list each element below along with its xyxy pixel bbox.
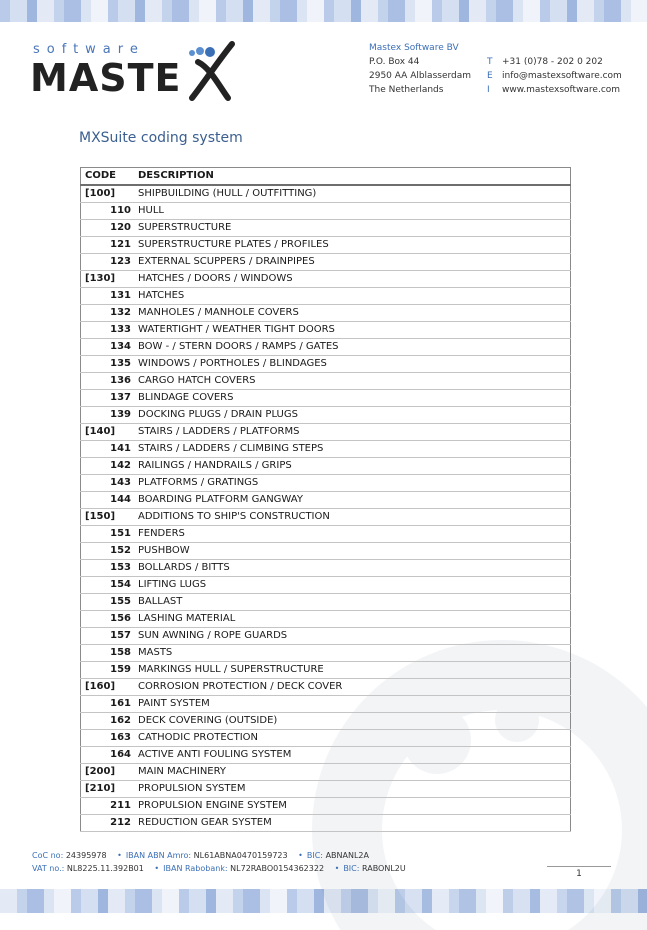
contact-phone: T +31 (0)78 - 202 0 202 <box>487 57 603 67</box>
description-cell: SUPERSTRUCTURE PLATES / PROFILES <box>135 237 571 254</box>
table-row <box>81 594 571 611</box>
description-cell: ACTIVE ANTI FOULING SYSTEM <box>135 747 571 764</box>
code-cell: 157 <box>81 628 136 645</box>
table-row <box>81 747 571 764</box>
description-cell: DOCKING PLUGS / DRAIN PLUGS <box>135 407 571 424</box>
mosaic-tile <box>361 0 378 22</box>
description-cell: MASTS <box>135 645 571 662</box>
code-cell: 142 <box>81 458 136 475</box>
mosaic-tile <box>253 0 270 22</box>
description-cell: STAIRS / LADDERS / CLIMBING STEPS <box>135 441 571 458</box>
description-cell: BLINDAGE COVERS <box>135 390 571 407</box>
mosaic-tile <box>125 889 135 913</box>
description-cell: BOW - / STERN DOORS / RAMPS / GATES <box>135 339 571 356</box>
mosaic-tile <box>378 0 388 22</box>
description-cell: PAINT SYSTEM <box>135 696 571 713</box>
mosaic-tile <box>81 0 91 22</box>
mosaic-tile <box>81 889 98 913</box>
description-cell: REDUCTION GEAR SYSTEM <box>135 815 571 832</box>
description-cell: ADDITIONS TO SHIP'S CONSTRUCTION <box>135 509 571 526</box>
mosaic-tile <box>162 0 172 22</box>
table-row <box>81 492 571 509</box>
mosaic-tile <box>351 0 361 22</box>
mosaic-tile <box>496 0 513 22</box>
code-cell: 163 <box>81 730 136 747</box>
code-cell: 211 <box>81 798 136 815</box>
mosaic-tile <box>260 889 270 913</box>
description-cell: BOLLARDS / BITTS <box>135 560 571 577</box>
mosaic-tile <box>388 0 405 22</box>
table-row <box>81 185 571 203</box>
mosaic-tile <box>415 0 432 22</box>
mosaic-tile <box>17 889 27 913</box>
code-cell: 136 <box>81 373 136 390</box>
table-row <box>81 271 571 288</box>
table-row <box>81 713 571 730</box>
mosaic-tile <box>189 889 206 913</box>
mosaic-tile <box>486 0 496 22</box>
table-row <box>81 815 571 832</box>
table-row <box>81 356 571 373</box>
company-name: Mastex Software BV <box>369 43 459 53</box>
mosaic-tile <box>280 0 297 22</box>
description-cell: PUSHBOW <box>135 543 571 560</box>
mosaic-tile <box>27 0 37 22</box>
mosaic-tile <box>233 889 243 913</box>
mosaic-tile <box>594 0 604 22</box>
coding-table <box>80 167 571 832</box>
code-cell: [160] <box>81 679 136 696</box>
description-cell: HATCHES / DOORS / WINDOWS <box>135 271 571 288</box>
mosaic-tile <box>162 889 179 913</box>
code-cell: 151 <box>81 526 136 543</box>
contact-website: I www.mastexsoftware.com <box>487 85 621 95</box>
table-header-row <box>81 168 571 186</box>
table-row <box>81 662 571 679</box>
mosaic-tile <box>270 0 280 22</box>
footer-line-2: VAT no.: NL8225.11.392B01 • IBAN Rabobank: NL72RABO0154362322 • BIC: RABONL2U <box>32 864 406 873</box>
table-row <box>81 441 571 458</box>
description-cell: WINDOWS / PORTHOLES / BLINDAGES <box>135 356 571 373</box>
description-cell: SHIPBUILDING (HULL / OUTFITTING) <box>135 185 571 203</box>
mosaic-tile <box>108 889 125 913</box>
description-cell: BOARDING PLATFORM GANGWAY <box>135 492 571 509</box>
description-cell: MANHOLES / MANHOLE COVERS <box>135 305 571 322</box>
mosaic-tile <box>44 889 54 913</box>
description-cell: LASHING MATERIAL <box>135 611 571 628</box>
mosaic-tile <box>27 889 44 913</box>
mosaic-tile <box>108 0 118 22</box>
mosaic-tile <box>91 0 108 22</box>
table-row <box>81 577 571 594</box>
description-cell: DECK COVERING (OUTSIDE) <box>135 713 571 730</box>
description-cell: SUPERSTRUCTURE <box>135 220 571 237</box>
table-row <box>81 203 571 220</box>
table-row <box>81 288 571 305</box>
description-cell: CORROSION PROTECTION / DECK COVER <box>135 679 571 696</box>
code-cell: 133 <box>81 322 136 339</box>
description-cell: WATERTIGHT / WEATHER TIGHT DOORS <box>135 322 571 339</box>
table-row <box>81 475 571 492</box>
code-cell: 135 <box>81 356 136 373</box>
column-header-code: CODE <box>81 168 136 186</box>
mosaic-tile <box>405 0 415 22</box>
bullet-icon: • <box>334 864 340 873</box>
code-cell: 212 <box>81 815 136 832</box>
table-row <box>81 373 571 390</box>
mosaic-tile <box>567 0 577 22</box>
table-row <box>81 628 571 645</box>
table-row <box>81 543 571 560</box>
table-row <box>81 611 571 628</box>
mosaic-tile <box>145 0 162 22</box>
mosaic-tile <box>550 0 567 22</box>
code-cell: 143 <box>81 475 136 492</box>
code-cell: 144 <box>81 492 136 509</box>
mosaic-tile <box>459 0 469 22</box>
document-title: MXSuite coding system <box>79 130 243 146</box>
code-cell: 164 <box>81 747 136 764</box>
description-cell: HULL <box>135 203 571 220</box>
code-cell: 162 <box>81 713 136 730</box>
mosaic-tile <box>98 889 108 913</box>
table-row <box>81 254 571 271</box>
code-cell: 139 <box>81 407 136 424</box>
code-cell: [100] <box>81 185 136 203</box>
mosaic-tile <box>243 0 253 22</box>
code-cell: [140] <box>81 424 136 441</box>
table-row <box>81 696 571 713</box>
contact-info <box>487 55 622 97</box>
logo-mastex-text: MASTE <box>30 56 182 100</box>
address-line: The Netherlands <box>369 85 444 95</box>
description-cell: BALLAST <box>135 594 571 611</box>
mosaic-tile <box>172 0 189 22</box>
description-cell: FENDERS <box>135 526 571 543</box>
footer-info <box>32 849 406 875</box>
code-cell: 141 <box>81 441 136 458</box>
mosaic-tile <box>189 0 199 22</box>
mosaic-tile <box>270 889 287 913</box>
code-cell: 110 <box>81 203 136 220</box>
bullet-icon: • <box>117 851 122 860</box>
mosaic-tile <box>37 0 54 22</box>
table-row <box>81 407 571 424</box>
code-cell: 152 <box>81 543 136 560</box>
footer-line-1: CoC no: 24395978 • IBAN ABN Amro: NL61ABNA0470159723 • BIC: ABNANL2A <box>32 851 369 860</box>
code-cell: 154 <box>81 577 136 594</box>
table-row <box>81 458 571 475</box>
table-body <box>81 185 571 832</box>
table-row <box>81 339 571 356</box>
mosaic-tile <box>54 0 64 22</box>
description-cell: PLATFORMS / GRATINGS <box>135 475 571 492</box>
mosaic-tile <box>206 889 216 913</box>
table-row <box>81 322 571 339</box>
code-cell: [200] <box>81 764 136 781</box>
description-cell: HATCHES <box>135 288 571 305</box>
table-row <box>81 390 571 407</box>
mosaic-tile <box>540 0 550 22</box>
table-row <box>81 679 571 696</box>
mosaic-tile <box>0 0 10 22</box>
mosaic-tile <box>135 889 152 913</box>
description-cell: MARKINGS HULL / SUPERSTRUCTURE <box>135 662 571 679</box>
page-number: 1 <box>547 866 611 879</box>
mosaic-tile <box>442 0 459 22</box>
code-cell: 134 <box>81 339 136 356</box>
column-header-description: DESCRIPTION <box>135 168 571 186</box>
address-line: 2950 AA Alblasserdam <box>369 71 472 81</box>
table-row <box>81 220 571 237</box>
logo-software-text: software <box>33 42 145 57</box>
table-row <box>81 730 571 747</box>
mosaic-tile <box>432 0 442 22</box>
code-cell: 132 <box>81 305 136 322</box>
mosaic-tile <box>216 0 226 22</box>
mosaic-tile <box>54 889 71 913</box>
description-cell: STAIRS / LADDERS / PLATFORMS <box>135 424 571 441</box>
code-cell: [210] <box>81 781 136 798</box>
code-cell: 137 <box>81 390 136 407</box>
logo-x-mark-icon <box>188 40 236 102</box>
mosaic-tile <box>226 0 243 22</box>
mosaic-tile <box>179 889 189 913</box>
mosaic-tile <box>523 0 540 22</box>
mosaic-tile <box>307 0 324 22</box>
header-mosaic-banner <box>0 0 647 22</box>
mosaic-tile <box>621 0 631 22</box>
mosaic-tile <box>334 0 351 22</box>
description-cell: SUN AWNING / ROPE GUARDS <box>135 628 571 645</box>
description-cell: LIFTING LUGS <box>135 577 571 594</box>
table-row <box>81 526 571 543</box>
description-cell: PROPULSION ENGINE SYSTEM <box>135 798 571 815</box>
table-row <box>81 781 571 798</box>
table-row <box>81 560 571 577</box>
code-cell: 131 <box>81 288 136 305</box>
table-row <box>81 305 571 322</box>
code-cell: [150] <box>81 509 136 526</box>
mosaic-tile <box>513 0 523 22</box>
mosaic-tile <box>631 0 647 22</box>
code-cell: 155 <box>81 594 136 611</box>
description-cell: RAILINGS / HANDRAILS / GRIPS <box>135 458 571 475</box>
description-cell: PROPULSION SYSTEM <box>135 781 571 798</box>
bullet-icon: • <box>298 851 303 860</box>
mosaic-tile <box>577 0 594 22</box>
mosaic-tile <box>199 0 216 22</box>
table-row <box>81 798 571 815</box>
mosaic-tile <box>216 889 233 913</box>
code-cell: 120 <box>81 220 136 237</box>
code-cell: 123 <box>81 254 136 271</box>
mosaic-tile <box>324 0 334 22</box>
description-cell: CATHODIC PROTECTION <box>135 730 571 747</box>
contact-email: E info@mastexsoftware.com <box>487 71 622 81</box>
table-row <box>81 764 571 781</box>
mosaic-tile <box>118 0 135 22</box>
mosaic-tile <box>297 0 307 22</box>
company-address <box>369 41 471 97</box>
mosaic-tile <box>469 0 486 22</box>
code-cell: 161 <box>81 696 136 713</box>
description-cell: MAIN MACHINERY <box>135 764 571 781</box>
mosaic-tile <box>71 889 81 913</box>
table-row <box>81 509 571 526</box>
table-row <box>81 645 571 662</box>
description-cell: EXTERNAL SCUPPERS / DRAINPIPES <box>135 254 571 271</box>
mosaic-tile <box>64 0 81 22</box>
code-cell: 121 <box>81 237 136 254</box>
table-row <box>81 237 571 254</box>
code-cell: 158 <box>81 645 136 662</box>
table-row <box>81 424 571 441</box>
code-cell: 159 <box>81 662 136 679</box>
mosaic-tile <box>152 889 162 913</box>
description-cell: CARGO HATCH COVERS <box>135 373 571 390</box>
mosaic-tile <box>0 889 17 913</box>
code-cell: 156 <box>81 611 136 628</box>
mosaic-tile <box>10 0 27 22</box>
address-line: P.O. Box 44 <box>369 57 420 67</box>
code-cell: 153 <box>81 560 136 577</box>
mosaic-tile <box>135 0 145 22</box>
mosaic-tile <box>243 889 260 913</box>
company-logo <box>30 40 235 105</box>
bullet-icon: • <box>154 864 160 873</box>
code-cell: [130] <box>81 271 136 288</box>
mosaic-tile <box>604 0 621 22</box>
